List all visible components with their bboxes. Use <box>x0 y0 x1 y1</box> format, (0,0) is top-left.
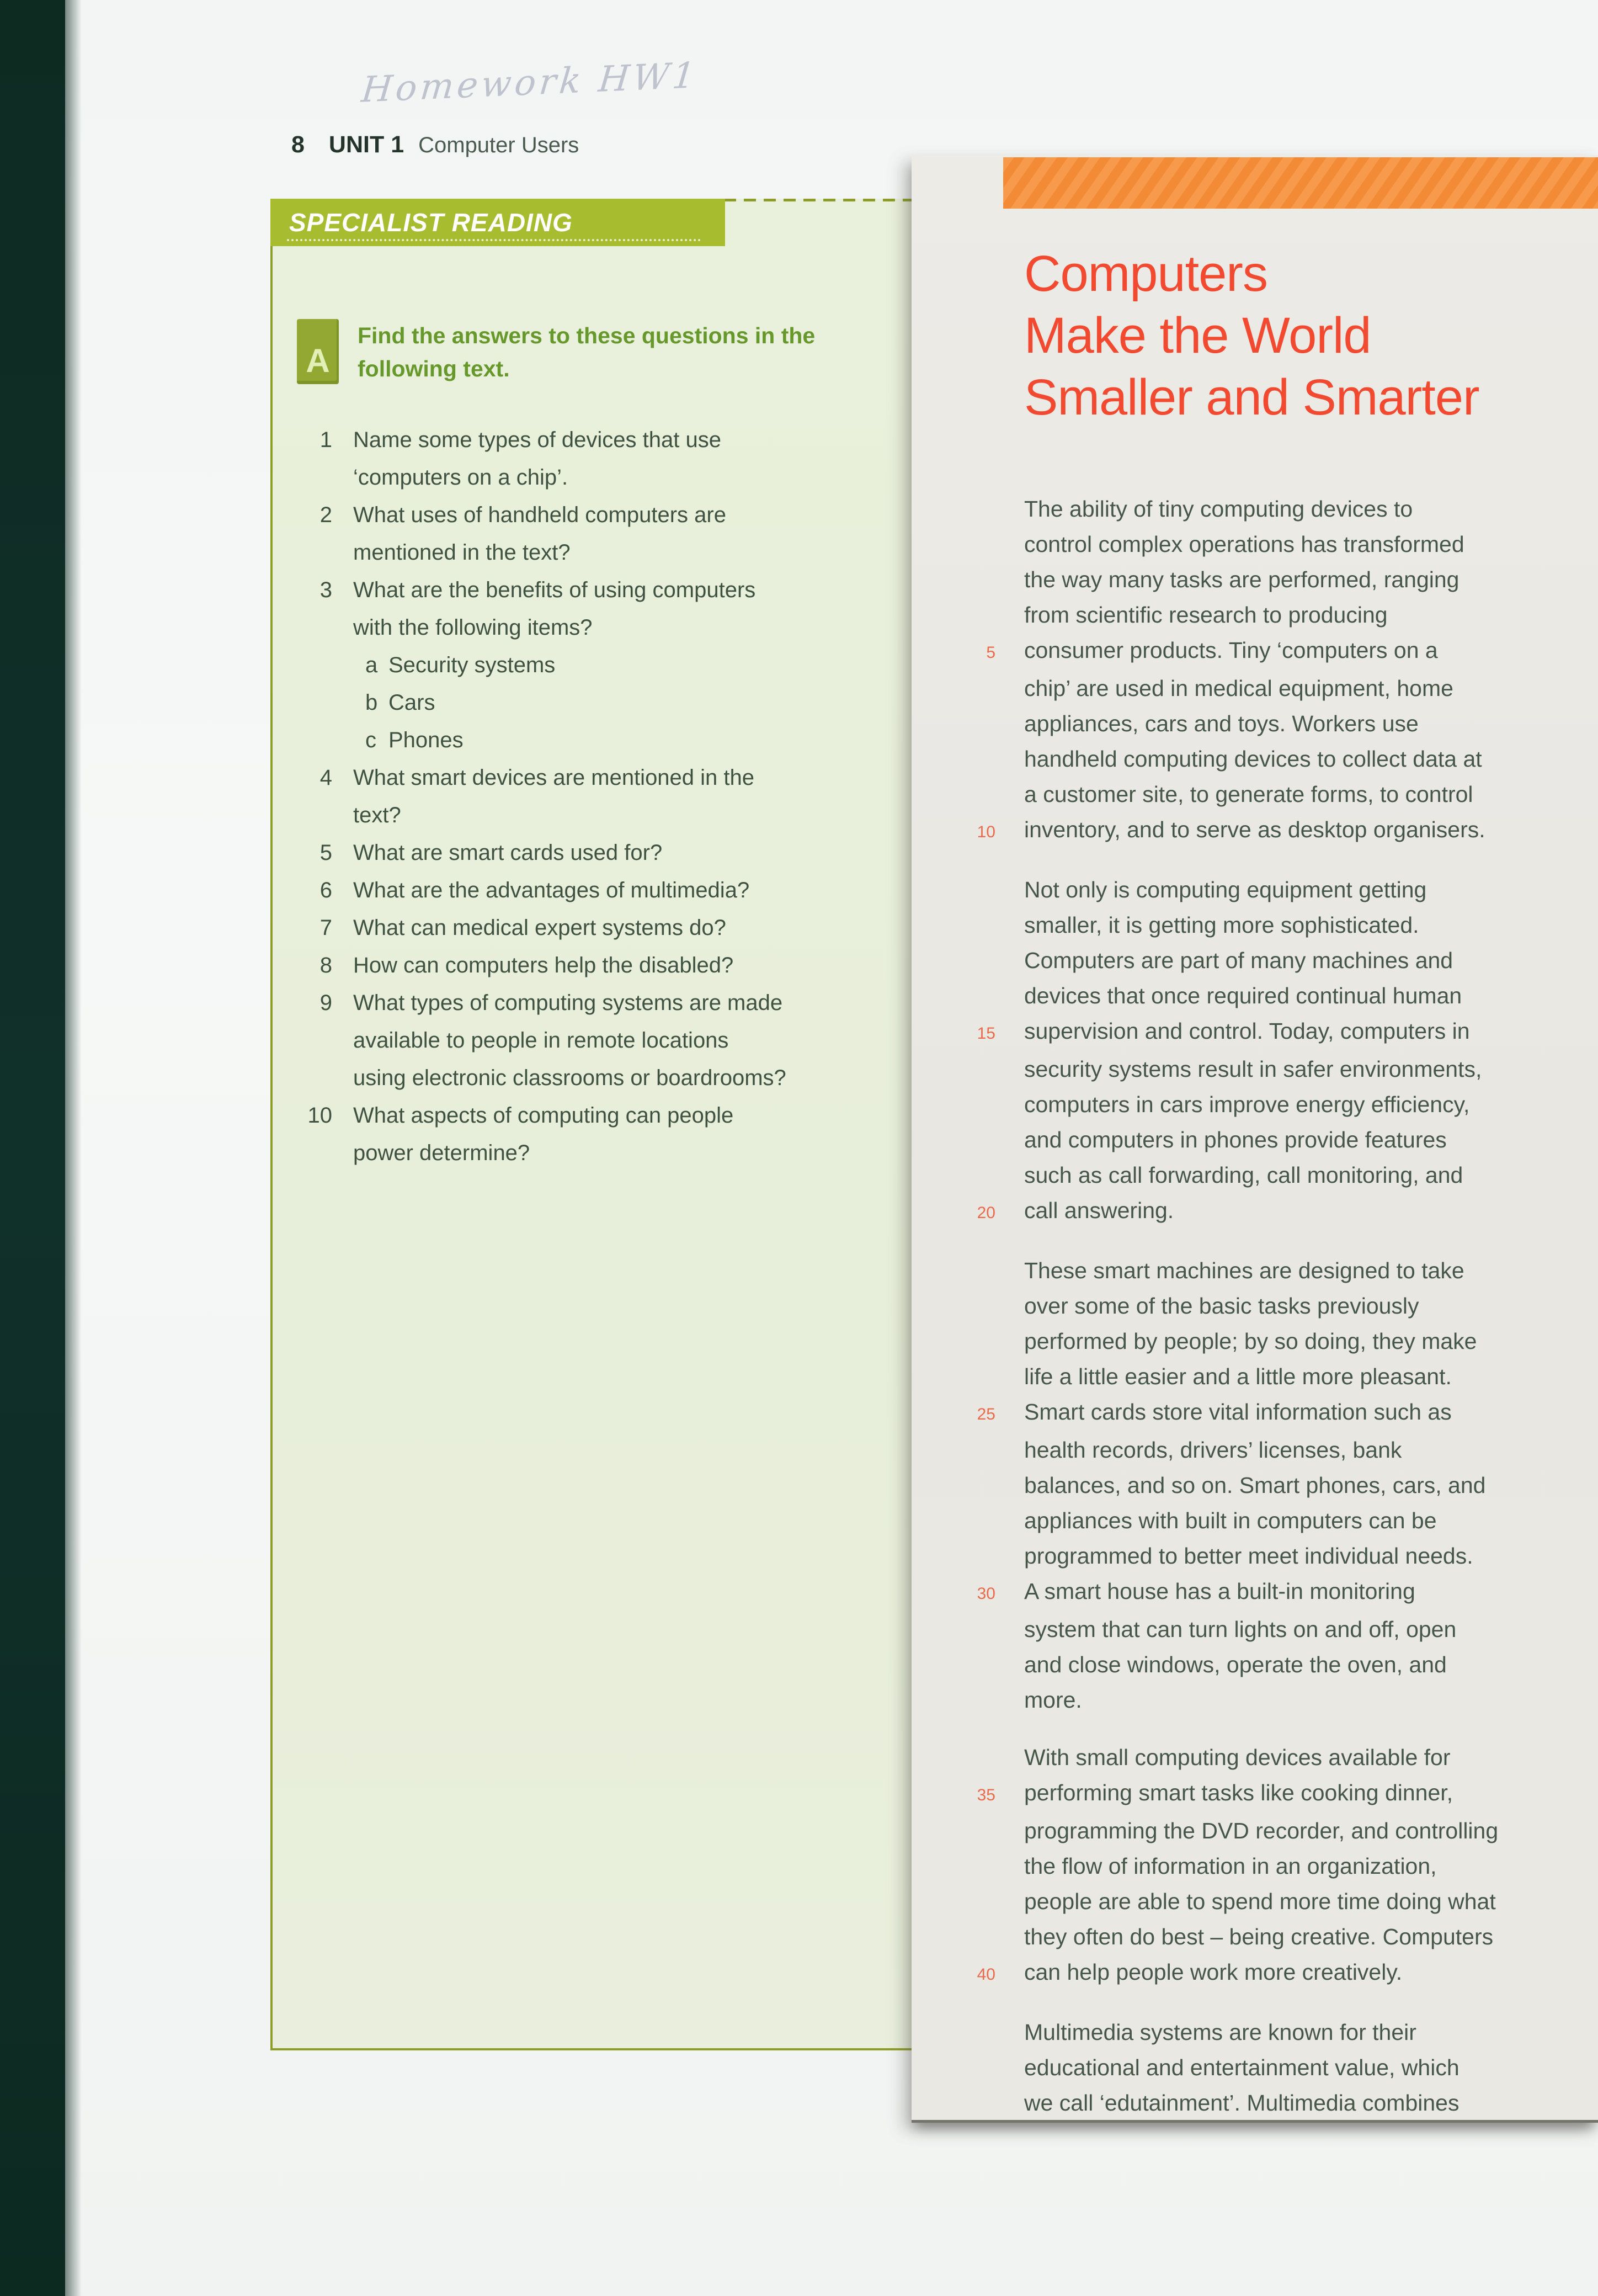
line-number: 20 <box>977 1204 995 1222</box>
question-line: ‘computers on a chip’. <box>353 465 568 490</box>
line-text: people are able to spend more time doing what <box>1024 1889 1496 1914</box>
question-body <box>353 947 733 984</box>
question-line: power determine? <box>353 1141 530 1165</box>
question-number: 5 <box>319 841 332 865</box>
article-paragraph <box>967 491 1592 850</box>
article-line <box>967 1813 1592 1848</box>
line-text: Computers are part of many machines and <box>1024 948 1453 973</box>
article-line <box>967 2085 1592 2120</box>
line-text: system that can turn lights on and off, open <box>1024 1617 1457 1642</box>
line-text: supervision and control. Today, computers in <box>1024 1018 1470 1044</box>
line-text: security systems result in safer environments, <box>1024 1056 1482 1082</box>
page-number: 8 <box>291 131 305 158</box>
question-row <box>275 871 912 909</box>
question-number: 2 <box>319 503 332 527</box>
article-line <box>967 741 1592 777</box>
line-text: devices that once required continual human <box>1024 983 1462 1008</box>
question-row <box>275 984 912 1097</box>
line-text: appliances with built in computers can be <box>1024 1508 1437 1533</box>
article-line <box>967 1013 1592 1051</box>
specialist-reading-panel <box>270 199 916 2050</box>
line-text: These smart machines are designed to take <box>1024 1258 1464 1283</box>
article-line <box>967 1574 1592 1612</box>
question-body <box>353 759 754 834</box>
line-text: handheld computing devices to collect data at <box>1024 746 1482 772</box>
question-line: with the following items? <box>353 615 593 640</box>
article-line <box>967 812 1592 850</box>
question-body <box>353 834 662 871</box>
question-number: 4 <box>319 766 332 790</box>
article-line <box>967 671 1592 706</box>
article-line <box>967 1253 1592 1288</box>
line-number: 40 <box>977 1965 995 1984</box>
article-body <box>967 491 1592 2143</box>
line-text: a customer site, to generate forms, to control <box>1024 782 1473 807</box>
line-text: chip’ are used in medical equipment, home <box>1024 676 1453 701</box>
question-line: Name some types of devices that use <box>353 428 721 452</box>
panel-top-dashed-border <box>724 199 916 201</box>
article-line <box>967 597 1592 633</box>
banner-dotted-underline <box>287 239 701 241</box>
question-row <box>275 834 912 871</box>
sub-item-letter: a <box>365 653 378 677</box>
question-line: using electronic classrooms or boardrooms? <box>353 1066 786 1090</box>
article-line <box>967 633 1592 671</box>
line-text: they often do best – being creative. Computers <box>1024 1924 1494 1949</box>
line-text: life a little easier and a little more pleasant. <box>1024 1364 1452 1389</box>
article-sheet <box>912 155 1598 2123</box>
line-text: over some of the basic tasks previously <box>1024 1293 1419 1319</box>
article-line <box>967 1682 1592 1718</box>
article-line <box>967 1432 1592 1468</box>
line-text: A smart house has a built-in monitoring <box>1024 1578 1415 1604</box>
article-paragraph <box>967 872 1592 1231</box>
article-title-line: Smaller and Smarter <box>1024 369 1479 426</box>
question-line: What types of computing systems are made <box>353 991 783 1015</box>
line-text: appliances, cars and toys. Workers use <box>1024 711 1419 736</box>
line-text: Multimedia systems are known for their <box>1024 2019 1416 2045</box>
line-text: Smart cards store vital information such as <box>1024 1399 1452 1425</box>
task-instruction: Find the answers to these questions in the following text. <box>358 323 816 381</box>
line-text: The ability of tiny computing devices to <box>1024 496 1413 522</box>
line-number: 30 <box>977 1585 995 1603</box>
question-line: How can computers help the disabled? <box>353 953 734 977</box>
line-text: from scientific research to producing <box>1024 602 1388 628</box>
line-number: 15 <box>977 1024 995 1043</box>
line-number: 25 <box>977 1405 995 1423</box>
question-number: 7 <box>319 916 332 940</box>
article-line <box>967 1394 1592 1432</box>
line-text: health records, drivers’ licenses, bank <box>1024 1437 1402 1463</box>
specialist-reading-banner <box>270 199 725 246</box>
sub-item-row <box>353 646 755 684</box>
line-text: control complex operations has transformed <box>1024 532 1464 557</box>
sub-item-row <box>353 684 755 721</box>
question-line: What can medical expert systems do? <box>353 916 726 940</box>
task-row <box>297 319 887 385</box>
article-line <box>967 1087 1592 1122</box>
question-number: 9 <box>319 991 332 1015</box>
line-text: we call ‘edutainment’. Multimedia combines <box>1024 2090 1459 2116</box>
article-line <box>967 907 1592 943</box>
article-line <box>967 1122 1592 1157</box>
banner-label: SPECIALIST READING <box>289 208 573 237</box>
article-title-line: Make the World <box>1024 307 1371 364</box>
article-line <box>967 527 1592 562</box>
article-line <box>967 1775 1592 1813</box>
line-text: and computers in phones provide features <box>1024 1127 1447 1152</box>
unit-label: UNIT 1 <box>328 131 404 158</box>
line-number: 10 <box>977 823 995 841</box>
book-spine <box>0 0 65 2296</box>
article-line <box>967 872 1592 907</box>
question-line: What smart devices are mentioned in the <box>353 766 755 790</box>
question-number: 10 <box>307 1103 332 1128</box>
question-body <box>353 909 726 947</box>
task-badge: A <box>297 319 339 384</box>
unit-title: Computer Users <box>418 133 579 157</box>
line-number: 5 <box>986 644 995 662</box>
article-line <box>967 777 1592 812</box>
question-row <box>275 909 912 947</box>
article-line <box>967 491 1592 527</box>
line-text: smaller, it is getting more sophisticated. <box>1024 912 1419 938</box>
question-line: What are the benefits of using computers <box>353 578 756 602</box>
article-paragraph <box>967 1740 1592 1992</box>
line-text: inventory, and to serve as desktop organisers. <box>1024 817 1485 842</box>
article-title <box>1024 243 1479 428</box>
sub-item-text: Security systems <box>388 653 556 677</box>
line-text: the flow of information in an organization, <box>1024 1853 1437 1879</box>
question-line: What uses of handheld computers are <box>353 503 726 527</box>
sub-item-letter: b <box>365 690 378 715</box>
question-body <box>353 571 755 759</box>
article-line <box>967 1359 1592 1394</box>
line-text: Not only is computing equipment getting <box>1024 877 1427 902</box>
question-line: mentioned in the text? <box>353 540 571 565</box>
article-line <box>967 978 1592 1013</box>
article-line <box>967 1919 1592 1954</box>
article-line <box>967 1884 1592 1919</box>
article-line <box>967 1647 1592 1682</box>
article-line <box>967 706 1592 741</box>
handwriting-note: Homework HW1 <box>359 55 700 111</box>
line-number: 35 <box>977 1786 995 1804</box>
question-line: What are smart cards used for? <box>353 841 663 865</box>
line-text: educational and entertainment value, which <box>1024 2055 1459 2080</box>
question-line: available to people in remote locations <box>353 1028 729 1053</box>
article-line <box>967 1288 1592 1324</box>
sub-item-letter: c <box>365 728 376 752</box>
question-body <box>353 984 786 1097</box>
article-line <box>967 1612 1592 1647</box>
article-line <box>967 1954 1592 1992</box>
question-row <box>275 1097 912 1172</box>
sub-item-text: Phones <box>388 728 464 752</box>
article-line <box>967 1051 1592 1087</box>
page-header <box>291 131 579 158</box>
line-text: programming the DVD recorder, and controlling <box>1024 1818 1499 1843</box>
question-row <box>275 496 912 571</box>
question-line: text? <box>353 803 401 827</box>
sub-item-row <box>353 721 755 759</box>
line-text: such as call forwarding, call monitoring, and <box>1024 1162 1463 1188</box>
question-row <box>275 421 912 496</box>
article-line <box>967 943 1592 978</box>
line-text: With small computing devices available for <box>1024 1745 1451 1770</box>
line-text: call answering. <box>1024 1198 1174 1223</box>
question-line: What are the advantages of multimedia? <box>353 878 750 902</box>
line-text: the way many tasks are performed, ranging <box>1024 567 1459 592</box>
line-text: computers in cars improve energy efficiency, <box>1024 1092 1470 1117</box>
question-body <box>353 496 726 571</box>
line-text: and close windows, operate the oven, and <box>1024 1652 1447 1677</box>
question-number: 1 <box>319 428 332 452</box>
article-paragraph <box>967 1253 1592 1718</box>
article-line <box>967 1740 1592 1775</box>
article-top-banner <box>1003 157 1598 209</box>
article-line <box>967 2015 1592 2050</box>
question-body <box>353 421 721 496</box>
sub-item-text: Cars <box>388 690 435 715</box>
question-number: 6 <box>319 878 332 902</box>
line-text: performed by people; by so doing, they make <box>1024 1328 1477 1354</box>
article-title-line: Computers <box>1024 246 1267 302</box>
question-number: 3 <box>319 578 332 602</box>
article-line <box>967 1324 1592 1359</box>
article-line <box>967 562 1592 597</box>
question-number: 8 <box>319 953 332 977</box>
line-text: balances, and so on. Smart phones, cars, and <box>1024 1473 1486 1498</box>
question-body <box>353 871 749 909</box>
article-paragraph <box>967 2015 1592 2120</box>
article-line <box>967 1468 1592 1503</box>
question-row <box>275 571 912 759</box>
article-line <box>967 1538 1592 1574</box>
article-line <box>967 1848 1592 1884</box>
article-line <box>967 1503 1592 1538</box>
line-text: performing smart tasks like cooking dinner, <box>1024 1780 1453 1805</box>
question-line: What aspects of computing can people <box>353 1103 734 1128</box>
question-row <box>275 759 912 834</box>
question-list <box>275 421 912 1172</box>
line-text: consumer products. Tiny ‘computers on a <box>1024 637 1438 663</box>
question-body <box>353 1097 733 1172</box>
article-line <box>967 2050 1592 2085</box>
line-text: more. <box>1024 1687 1082 1713</box>
line-text: programmed to better meet individual needs. <box>1024 1543 1473 1569</box>
article-line <box>967 1157 1592 1193</box>
question-row <box>275 947 912 984</box>
article-line <box>967 1193 1592 1231</box>
line-text: can help people work more creatively. <box>1024 1959 1403 1985</box>
